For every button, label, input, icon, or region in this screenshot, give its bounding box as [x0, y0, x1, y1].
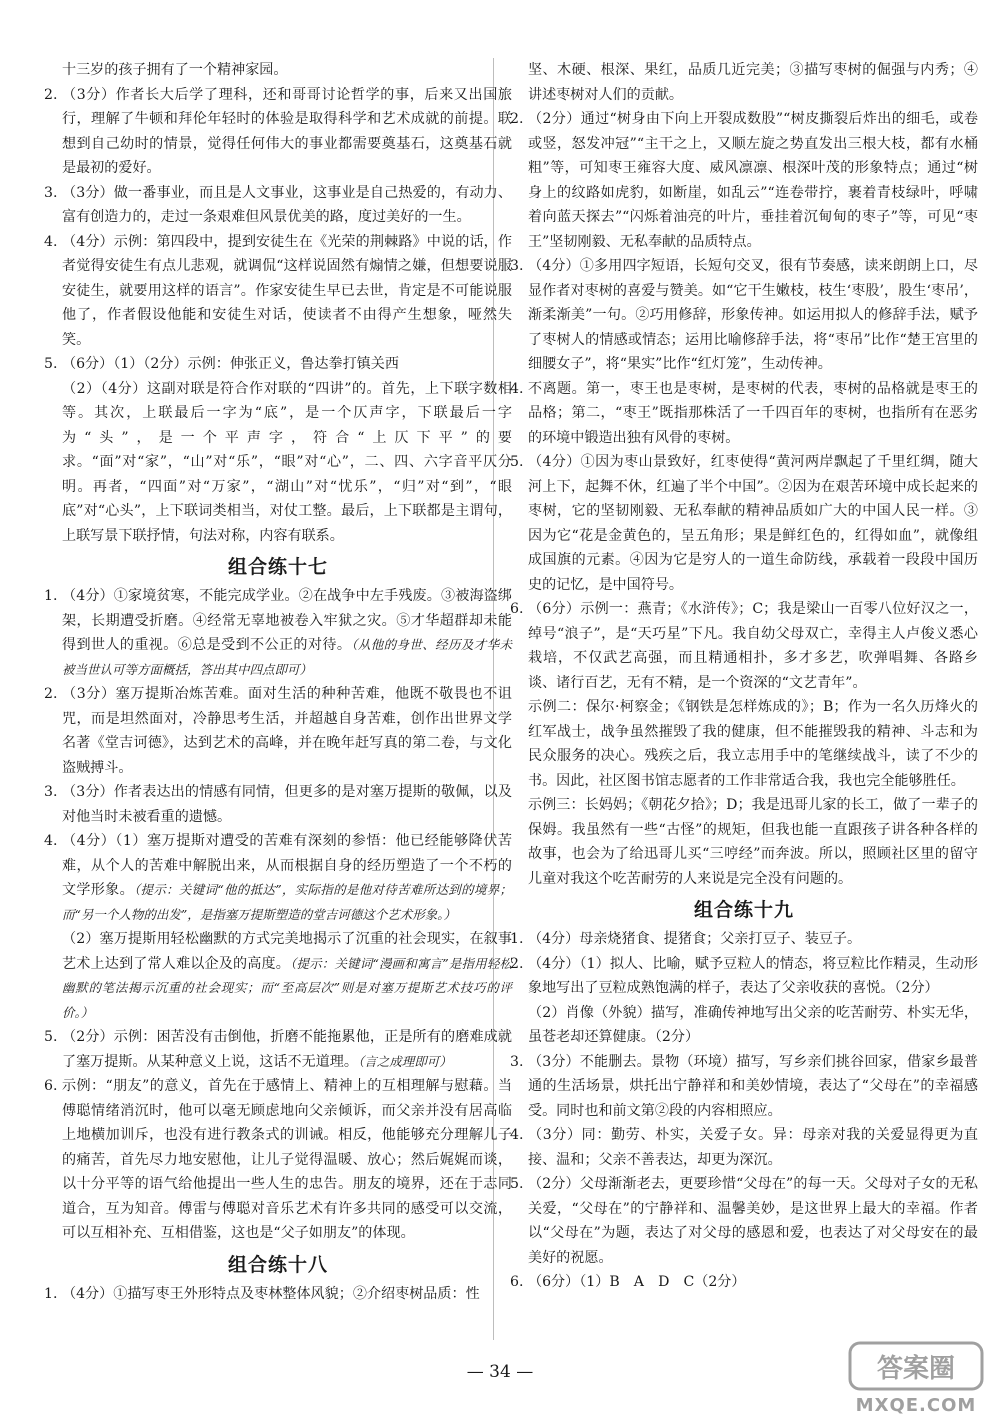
answer-19-6: 6. （6分）（1）B A D C（2分） [510, 1274, 746, 1290]
intro-line: 十三岁的孩子拥有了一个精神家园。 [62, 62, 288, 78]
section-heading-17: 组合练十七 [227, 556, 328, 578]
answer-18-2: 2. （2分）通过“树身由下向上开裂成数股”“树皮撕裂后炸出的细毛，或卷或竖，怒发冲冠”“主干之上，又顺左旋之势直发出三根大枝，都有水桶粗”等，可知枣王雍容大度、威风凛凛、根深叶茂的形象特点；通过“树身上的纹路如虎豹，如断崖，如乱云”“连卷带拧，裹着青枝绿叶，呼啸着向蓝天探去”“闪烁着油亮的叶片，垂挂着沉甸甸的枣子”等，可见“枣王”坚韧刚毅、无私奉献的品质特点。 [510, 111, 978, 250]
answer-17-1: 1. （4分）①家境贫寒，不能完成学业。②在战争中左手残废。③被海盗绑架，长期遭受折磨。④经常无辜地被卷入牢狱之灾。⑤才华超群却未能得到世人的重视。⑥总是受到不公正的对待。（从他的身世、经历及才华未被当世认可等方面概括，答出其中四点即可） [44, 588, 512, 677]
answer-2: 2. （3分）作者长大后学了理科，还和哥哥讨论哲学的事，后来又出国旅行，理解了牛顿和拜伦年轻时的体验是取得科学和艺术成就的前提。联想到自己幼时的情景，觉得任何伟大的事业都需要奠基石，这奠基石就是最初的爱好。 [44, 86, 512, 176]
answer-17-5: 5. （2分）示例：困苦没有击倒他，折磨不能拖累他，正是所有的磨难成就了塞万提斯。从某种意义上说，这话不无道理。（言之成理即可） [44, 1029, 512, 1070]
answer-5-sub: （2）（4分）这副对联是符合作对联的“四讲”的。首先，上下联字数相等。其次，上联最后一字为“底”，是一个仄声字，下联最后一字为“头”，是一个平声字，符合“上仄下平”的要求。“面”对“家”，“山”对“乐”，“眼”对“心”，二、四、六字音平仄分明。再者，“四面”对“万家”，“湖山”对“忧乐”，“归”对“到”，“眼底”对“心头”，上下联词类相当，对仗工整。最后，上下联都是主谓句，上联写景下联抒情，句法对称，内容有联系。 [62, 380, 512, 544]
answer-18-6-example-3: 示例三：长妈妈；《朝花夕拾》；D；我是迅哥儿家的长工，做了一辈子的保姆。我虽然有一些“古怪”的规矩，但我也能一直跟孩子讲各种各样的故事，也会为了给迅哥儿买“三哼经”而奔波。所以，照顾社区里的留守儿童对我这个吃苦耐劳的人来说是完全没有问题的。 [528, 797, 978, 887]
answer-17-2: 2. （3分）塞万提斯冶炼苦难。面对生活的种种苦难，他既不敬畏也不诅咒，而是坦然面对，冷静思考生活，并超越自身苦难，创作出世界文学名著《堂吉诃德》，达到艺术的高峰，并在晚年赶写真的第二卷，与文化盗贼搏斗。 [44, 686, 512, 776]
section-heading-18: 组合练十八 [227, 1253, 328, 1276]
answer-18-5: 5. （4分）①因为枣山景致好，红枣使得“黄河两岸飘起了千里红绸，随大河上下，起舞不休，红遍了半个中国”。②因为在艰苦环境中成长起来的枣树，它的坚韧刚毅、无私奉献的精神品质如广大的中国人民一样。③因为它“花是金黄色的，呈五角形；果是鲜红色的，红得如血”，就像组成国旗的元素。④因为它是穷人的一道生命防线，承载着一段段中国历史的记忆，是中国符号。 [510, 454, 978, 593]
answer-19-4: 4. （3分）同：勤劳、朴实，关爱子女。异：母亲对我的关爱显得更为直接、温和；父亲不善表达，却更为深沉。 [510, 1127, 978, 1168]
left-column [44, 58, 512, 1306]
page-number: — 34 — [466, 1362, 534, 1382]
answer-19-5: 5. （2分）父母渐渐老去，更要珍惜“父母在”的每一天。父母对子女的无私关爱，“父母在”的宁静祥和、温馨美妙，是这世界上最大的幸福。作者以“父母在”为题，表达了对父母的感恩和爱，也表达了对父母安在的最美好的祝愿。 [510, 1176, 978, 1266]
answer-17-6: 6. 示例：“朋友”的意义，首先在于感情上、精神上的互相理解与慰藉。当傅聪情绪消沉时，他可以毫无顾虑地向父亲倾诉，而父亲并没有居高临上地横加训斥，也没有进行教条式的训诫。相反，他能够充分理解儿子的痛苦，首先尽力地安慰他，让儿子觉得温暖、放心；然后娓娓而谈，以十分平等的语气给他提出一些人生的忠告。朋友的境界，还在于志同道合，互为知音。傅雷与傅聪对音乐艺术有许多共同的感受可以交流，可以互相补充、互相借鉴，这也是“父子如朋友”的体现。 [44, 1078, 512, 1241]
answer-18-3: 3. （4分）①多用四字短语，长短句交叉，很有节奏感，读来朗朗上口，尽显作者对枣树的喜爱与赞美。如“它干生嫩枝，枝生‘枣股’，股生‘枣吊’，渐柔渐美”一句。②巧用修辞，形象传神。如运用拟人的修辞手法，赋予了枣树人的情感或情态；运用比喻修辞手法，将“枣吊”比作“楚王宫里的细腰女子”，将“果实”比作“红灯笼”，生动传神。 [510, 258, 978, 372]
answer-17-4: 4. （4分）（1）塞万提斯对遭受的苦难有深刻的参悟：他已经能够降伏苦难，从个人的苦难中解脱出来，从而根据自身的经历塑造了一个不朽的文学形象。（提示：关键词“他的抵达”，实际指的是他对待苦难所达到的境界；而“另一个人物的出发”，是指塞万提斯塑造的堂吉诃德这个艺术形象。） [44, 833, 512, 922]
answer-3: 3. （3分）做一番事业，而且是人文事业，这事业是自己热爱的，有动力、富有创造力的，走过一条艰难但风景优美的路，度过美好的一生。 [44, 184, 512, 225]
answer-18-1-continued: 坚、木硬、根深、果红，品质几近完美；③描写枣树的倔强与内秀；④讲述枣树对人们的贡献。 [528, 62, 978, 103]
watermark-bottom-text: MXQE.COM [855, 1395, 977, 1416]
answer-19-1: 1. （4分）母亲烧猪食、提猪食；父亲打豆子、装豆子。 [510, 931, 862, 947]
answer-5: 5. （6分）（1）（2分）示例：伸张正义，鲁达拳打镇关西 [44, 356, 399, 372]
answer-18-4: 4. 不离题。第一，枣王也是枣树，是枣树的代表，枣树的品格就是枣王的品格；第二，“枣王”既指那株活了一千四百年的枣树，也指所有在恶劣的环境中锻造出独有风骨的枣树。 [510, 380, 978, 446]
answer-18-1: 1. （4分）①描写枣王外形特点及枣林整体风貌；②介绍枣树品质：性 [44, 1285, 480, 1302]
answer-4: 4. （4分）示例：第四段中，提到安徒生在《光荣的荆棘路》中说的话，作者觉得安徒生有点儿悲观，就调侃“这样说固然有煽情之嫌，但想要说服安徒生，就要用这样的语言”。作家安徒生早已去世，肯定是不可能说服他了，作者假设他能和安徒生对话，使读者不由得产生想象，哑然失笑。 [44, 233, 512, 348]
section-heading-19: 组合练十九 [693, 899, 794, 921]
answer-19-2-sub: （2）肖像（外貌）描写，准确传神地写出父亲的吃苦耐劳、朴实无华，虽苍老却还算健康。（2分） [528, 1004, 978, 1045]
watermark-logo [846, 1339, 986, 1417]
answer-18-6: 6. （6分）示例一：燕青；《水浒传》；C；我是梁山一百零八位好汉之一，绰号“浪子”，是“天巧星”下凡。我自幼父母双亡，幸得主人卢俊义悉心栽培，不仅武艺高强，而且精通相扑，多才多艺，吹弹唱舞、各路乡谈、诸行百艺，无有不精，是一个资深的“文艺青年”。 [510, 601, 978, 691]
answer-19-2: 2. （4分）（1）拟人、比喻，赋予豆粒人的情态，将豆粒比作精灵，生动形象地写出了豆粒成熟饱满的样子，表达了父亲收获的喜悦。（2分） [510, 955, 978, 996]
answer-17-3: 3. （3分）作者表达出的情感有同情，但更多的是对塞万提斯的敬佩，以及对他当时未被看重的遗憾。 [44, 784, 512, 825]
answer-18-6-example-2: 示例二：保尔·柯察金；《钢铁是怎样炼成的》；B；作为一名久历烽火的红军战士，战争虽然摧毁了我的健康，但不能摧毁我的精神、斗志和为民众服务的决心。残疾之后，我立志用手中的笔继续战斗，读了不少的书。因此，社区图书馆志愿者的工作非常适合我，我也完全能够胜任。 [528, 699, 978, 789]
right-column [510, 58, 978, 1295]
watermark-top-text: 答案圈 [876, 1354, 956, 1384]
answer-19-3: 3. （3分）不能删去。景物（环境）描写，写乡亲们挑谷回家，借家乡最普通的生活场景，烘托出宁静祥和和美妙情境，表达了“父母在”的幸福感受。同时也和前文第②段的内容相照应。 [510, 1053, 978, 1119]
answer-17-4-sub: （2）塞万提斯用轻松幽默的方式完美地揭示了沉重的社会现实，在叙事艺术上达到了常人难以企及的高度。（提示：关键词“漫画和寓言”是指用轻松幽默的笔法揭示沉重的社会现实；而“至高层次”则是对塞万提斯艺术技巧的评价。） [62, 931, 512, 1020]
